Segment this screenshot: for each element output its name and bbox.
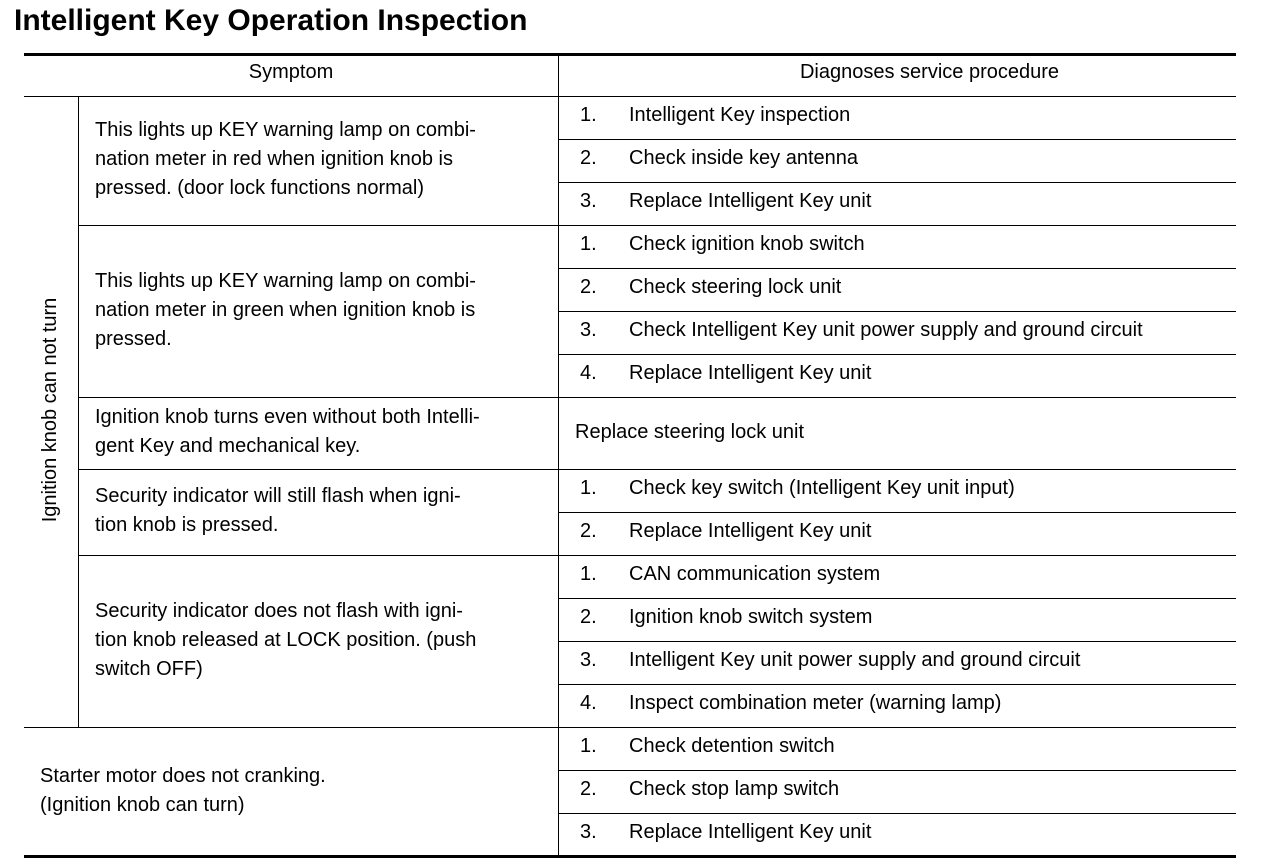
header-symptom: Symptom <box>248 61 334 83</box>
step-text: Replace Intelligent Key unit <box>629 821 872 843</box>
step-number: 3. <box>580 319 597 341</box>
step-divider <box>558 813 1236 814</box>
step-number: 1. <box>580 104 597 126</box>
symptom-text: pressed. (door lock functions normal) <box>95 177 425 199</box>
row-divider <box>78 397 1236 398</box>
header-procedure: Diagnoses service procedure <box>799 61 1060 83</box>
symptom-text: tion knob is pressed. <box>95 514 279 536</box>
step-number: 4. <box>580 692 597 714</box>
step-divider <box>558 641 1236 642</box>
symptom-text: This lights up KEY warning lamp on combi- <box>95 269 476 292</box>
step-text: Replace Intelligent Key unit <box>629 362 872 384</box>
table-bottom-rule <box>24 855 1236 858</box>
step-number: 2. <box>580 276 597 298</box>
symptom-text: (Ignition knob can turn) <box>40 793 245 816</box>
step-number: 2. <box>580 520 597 542</box>
step-divider <box>558 311 1236 312</box>
step-text: Check inside key antenna <box>629 147 859 169</box>
row-divider <box>24 727 1236 728</box>
step-divider <box>558 354 1236 355</box>
symptom-text: switch OFF) <box>95 657 203 680</box>
step-text: Replace Intelligent Key unit <box>629 190 872 212</box>
step-text: Replace Intelligent Key unit <box>629 520 872 542</box>
table-top-rule <box>24 53 1236 56</box>
step-number: 4. <box>580 362 597 384</box>
step-divider <box>558 139 1236 140</box>
step-number: 3. <box>580 821 597 843</box>
step-text: Check ignition knob switch <box>629 233 865 255</box>
page-title: Intelligent Key Operation Inspection <box>14 4 528 37</box>
step-text: Check stop lamp switch <box>629 778 840 800</box>
step-divider <box>558 598 1236 599</box>
step-number: 1. <box>580 477 597 499</box>
step-divider <box>558 684 1236 685</box>
symptom-text: Ignition knob turns even without both Intelli- <box>95 406 480 428</box>
step-divider <box>558 770 1236 771</box>
step-number: 2. <box>580 606 597 628</box>
symptom-text: Starter motor does not cranking. <box>40 764 326 787</box>
step-divider <box>558 268 1236 269</box>
step-number: 1. <box>580 233 597 255</box>
step-text: Inspect combination meter (warning lamp) <box>629 692 1002 714</box>
step-text: Intelligent Key unit power supply and ground circuit <box>629 649 1081 671</box>
symptom-text: nation meter in red when ignition knob is <box>95 148 453 170</box>
group-column-divider <box>78 96 79 727</box>
row-divider <box>78 225 1236 226</box>
procedure-text: Replace steering lock unit <box>575 421 805 443</box>
symptom-text: Security indicator does not flash with igni- <box>95 599 463 622</box>
step-text: CAN communication system <box>629 563 881 585</box>
step-text: Check Intelligent Key unit power supply and ground circuit <box>629 319 1143 341</box>
step-number: 1. <box>580 735 597 757</box>
symptom-text: gent Key and mechanical key. <box>95 435 361 457</box>
row-divider <box>78 555 1236 556</box>
step-text: Intelligent Key inspection <box>629 104 851 126</box>
symptom-text: nation meter in green when ignition knob is <box>95 298 476 321</box>
procedure-column-divider <box>558 53 559 856</box>
step-text: Check steering lock unit <box>629 276 842 298</box>
symptom-text: Security indicator will still flash when igni- <box>95 485 461 507</box>
symptom-text: This lights up KEY warning lamp on combi- <box>95 119 476 141</box>
step-text: Ignition knob switch system <box>629 606 873 628</box>
symptom-text: tion knob released at LOCK position. (push <box>95 628 477 651</box>
inspection-table: Symptom Diagnoses service procedure Ignition knob can not turn This lights up KEY warning lamp on combi- nation meter in red when ignition knob is pressed. (door lock functions normal) 1. Intelligent Key inspection 2. Check inside key antenna 3. Replace Intelligent Key unit This lights up KEY warning lamp on combi- nation meter in green when ignition knob is pressed. 1. Check ignition knob switch 2. Check steering lock unit 3. Check Intelligent Key unit power supply and ground circuit 4. Replace Intelligent Key unit Ignition knob turns even without both Intelli- gent Key and mechanical key. Replace steering lock unit Security indicator will still flash when igni- tion knob is pressed. 1. Check key switch (Intelligent Key unit input) 2. Replace Intelligent Key unit Security indicator does not flash with igni- tion knob released at LOCK position. (push switch OFF) 1. CAN communication system 2. Ignition knob switch system 3. Intelligent Key unit power supply and ground circuit 4. Inspect combination meter (warning lamp) Starter motor does not cranking. (Ignition knob can turn) 1. Check detention switch 2. Check stop lamp switch 3. Replace Intelligent Key unit <box>0 0 1264 868</box>
step-number: 3. <box>580 190 597 212</box>
row-divider <box>78 469 1236 470</box>
step-text: Check key switch (Intelligent Key unit input) <box>629 477 1015 499</box>
step-number: 2. <box>580 147 597 169</box>
header-bottom-rule <box>24 96 1236 97</box>
step-number: 1. <box>580 563 597 585</box>
step-number: 2. <box>580 778 597 800</box>
step-text: Check detention switch <box>629 735 835 757</box>
step-divider <box>558 512 1236 513</box>
symptom-text: pressed. <box>95 327 172 350</box>
step-divider <box>558 182 1236 183</box>
step-number: 3. <box>580 649 597 671</box>
